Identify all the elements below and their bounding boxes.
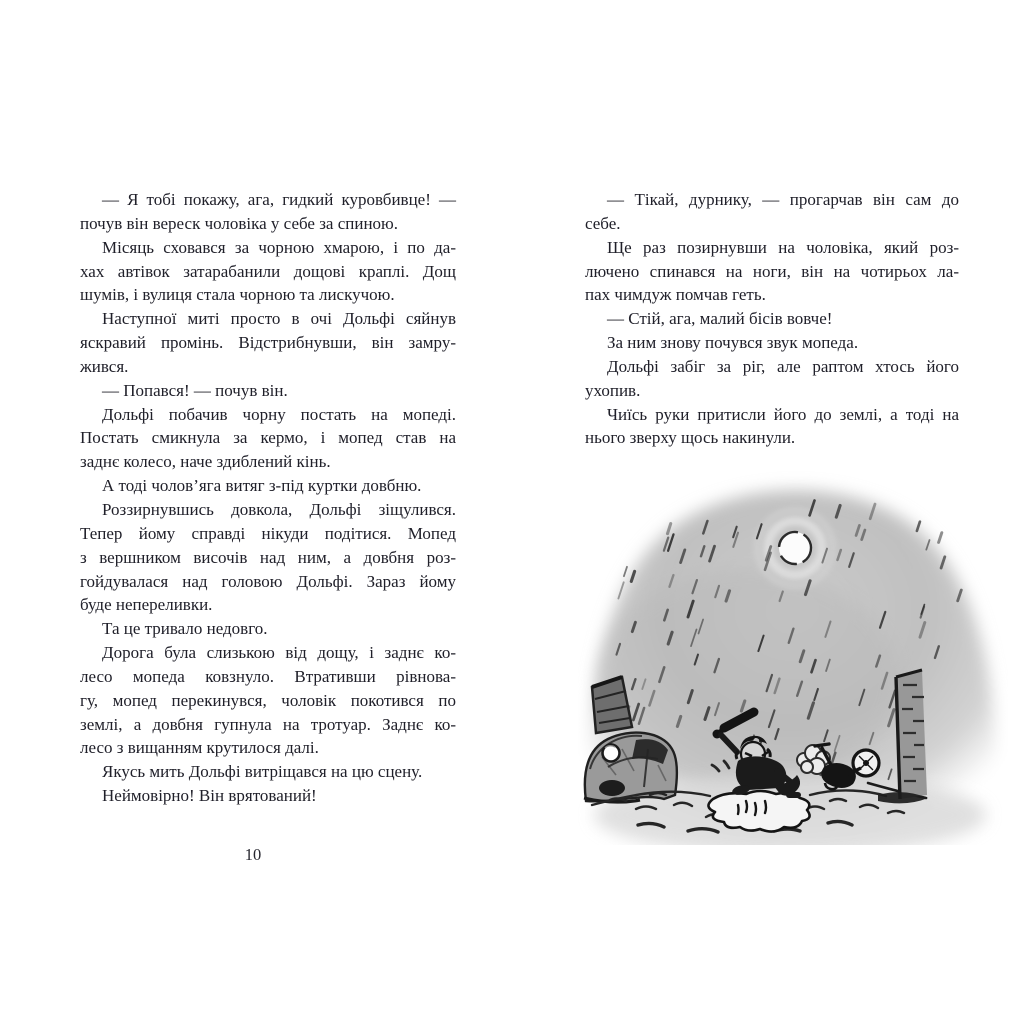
text-line: Дольфі забіг за ріг, але раптом хтось його [607, 356, 959, 376]
paragraph [80, 760, 456, 784]
text-line: буде непереливки. [80, 595, 213, 615]
text-line: Ще раз позирнувши на чоловіка, який роз- [607, 237, 959, 257]
text-line: Постать смикнула за кермо, і мопед став на [80, 428, 456, 448]
paragraph [585, 188, 959, 236]
text-line: лесо з вищанням крутилося далі. [80, 738, 319, 758]
page-number: 10 [244, 845, 262, 864]
text-line: — Попався! — почув він. [102, 380, 288, 400]
paragraph [585, 331, 959, 355]
paragraph [80, 236, 456, 308]
text-line: А тоді чолов’яга витяг з-під куртки довбню. [102, 476, 422, 496]
text-line: Чиїсь руки притисли його до землі, а тоді на [607, 404, 959, 424]
page-right [512, 0, 1024, 1024]
paragraph [585, 236, 959, 308]
text-line: лесо мопеда ковзнуло. Втративши рівнова- [80, 666, 456, 686]
text-line: шумів, і вулиця стала чорною та лискучою. [80, 285, 395, 305]
text-line: пах чимдуж помчав геть. [585, 285, 766, 305]
text-line: — Тікай, дурнику, — прогарчав він сам до [607, 190, 959, 209]
paragraph [80, 641, 456, 760]
text-line: себе. [585, 213, 621, 233]
text-line: Дольфі побачив чорну постать на мопеді. [102, 404, 456, 424]
paragraph [80, 307, 456, 379]
text-line: — Я тобі покажу, ага, гидкий куровбивце! — [102, 190, 456, 209]
text-line: лючено спинався на ноги, він на чотирьох ла- [585, 261, 959, 281]
paragraph [80, 784, 456, 808]
text-line: Тепер йому справді нікуди подітися. Мопед [80, 523, 456, 543]
text-line: нього зверху щось накинули. [585, 428, 796, 448]
text-line: Наступної миті просто в очі Дольфі сяйнув [102, 309, 456, 329]
paragraph [80, 617, 456, 641]
text-line: Місяць сховався за чорною хмарою, і по да- [102, 237, 456, 257]
text-line: з вершником височів над ним, а довбня роз- [80, 547, 456, 567]
text-line: почув він вереск чоловіка у себе за спиною. [80, 213, 399, 233]
text-line: яскравий промінь. Відстрибнувши, він замру- [80, 333, 456, 353]
paragraph [585, 403, 959, 451]
text-line: заднє колесо, наче здиблений кінь. [80, 452, 331, 472]
text-line: Якусь мить Дольфі витріщався на цю сцену. [102, 762, 423, 782]
paragraph [585, 307, 959, 331]
text-line: ухопив. [585, 380, 641, 400]
text-line: Неймовірно! Він врятований! [102, 786, 317, 806]
paragraph [80, 379, 456, 403]
text-line: Дорога була слизькою від дощу, і заднє ко- [102, 643, 456, 663]
text-line: Та це тривало недовго. [102, 619, 268, 639]
paragraph [80, 474, 456, 498]
left-page-text-column [80, 188, 456, 808]
paragraph [80, 498, 456, 617]
text-line: За ним знову почувся звук мопеда. [607, 333, 859, 353]
text-line: гу, мопед перекинувся, чоловік покотився по [80, 690, 456, 710]
text-line: Роззирнувшись довкола, Дольфі зіщулився. [102, 499, 456, 519]
rain-scene-illustration [578, 465, 1008, 845]
paragraph [80, 188, 456, 236]
right-page-text-column [585, 188, 959, 450]
text-line: — Стій, ага, малий бісів вовче! [607, 309, 833, 329]
text-line: хах автівок затарабанили дощові краплі. Дощ [80, 261, 456, 281]
paragraph [80, 403, 456, 475]
text-line: землі, а довбня гупнула на тротуар. Заднє ко- [80, 714, 456, 734]
text-line: гойдувалася над головою Дольфі. Зараз йому [80, 571, 456, 591]
paragraph [585, 355, 959, 403]
text-line: жився. [80, 356, 129, 376]
